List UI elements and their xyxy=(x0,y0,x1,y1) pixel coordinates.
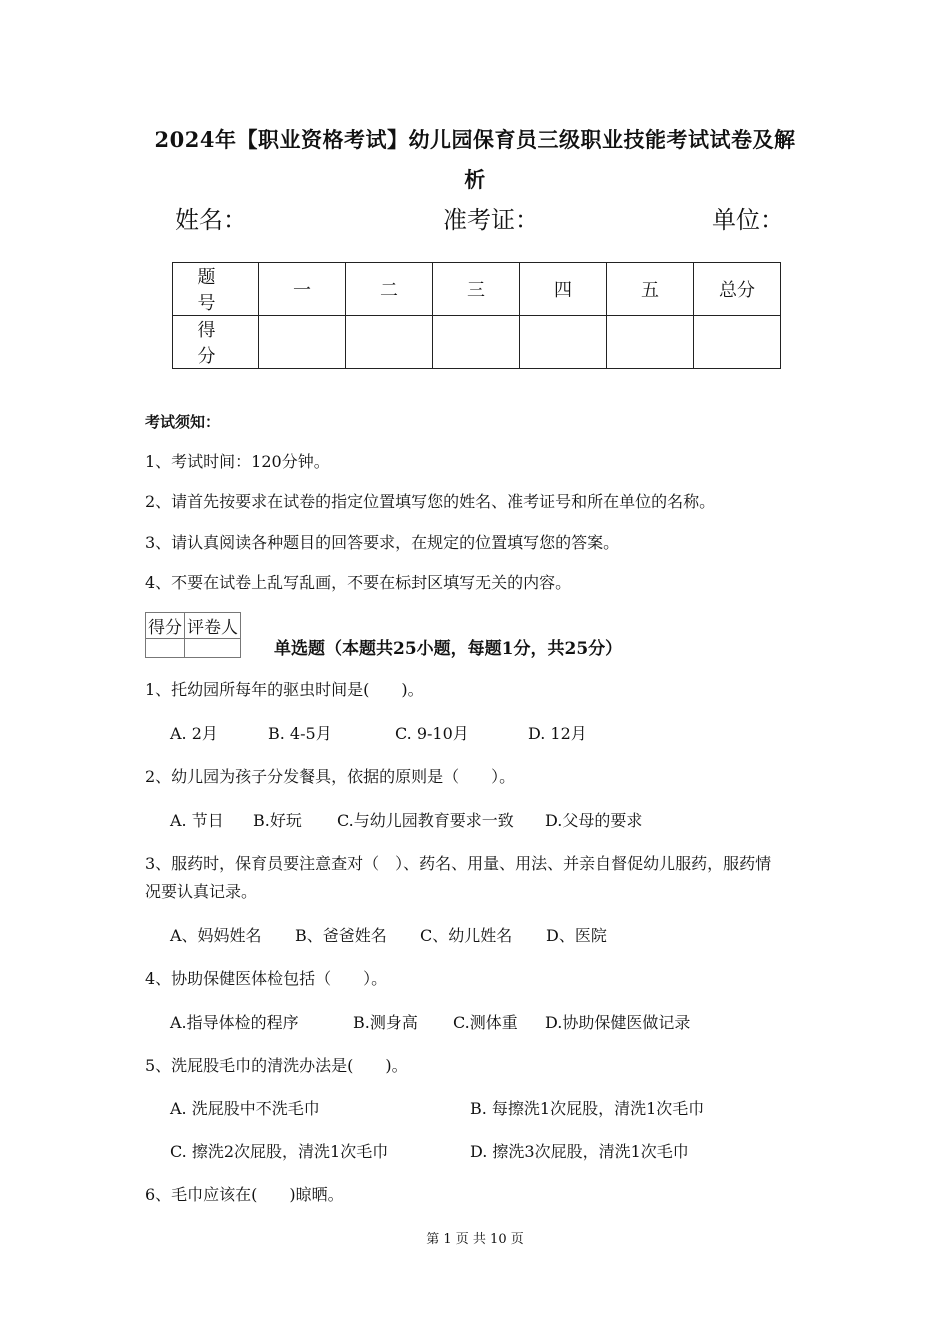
exam-id-label: 准考证： xyxy=(443,206,539,234)
score-table-cell: 四 xyxy=(520,263,607,316)
notice-item: 1、考试时间：120分钟。 xyxy=(145,452,330,471)
option-d[interactable]: D.协助保健医做记录 xyxy=(545,1013,691,1032)
option-a[interactable]: A. 2月 xyxy=(170,724,218,743)
score-cell-empty[interactable] xyxy=(346,316,433,369)
option-b[interactable]: B、爸爸姓名 xyxy=(295,926,387,945)
question-stem: 1、托幼园所每年的驱虫时间是( )。 xyxy=(145,680,424,699)
option-c[interactable]: C.测体重 xyxy=(453,1013,518,1032)
score-table xyxy=(172,262,781,369)
grader-box-empty xyxy=(146,639,185,658)
score-table-cell: 一 xyxy=(259,263,346,316)
option-d[interactable]: D. 擦洗3次屁股，清洗1次毛巾 xyxy=(470,1142,689,1161)
question-stem-continued: 况要认真记录。 xyxy=(145,882,258,901)
notice-item: 3、请认真阅读各种题目的回答要求，在规定的位置填写您的答案。 xyxy=(145,533,620,552)
title-line-2: 析 xyxy=(464,167,486,192)
section-title: 单选题（本题共25小题，每题1分，共25分） xyxy=(274,639,623,659)
option-a[interactable]: A、妈妈姓名 xyxy=(170,926,262,945)
title-line-1: 2024年【职业资格考试】幼儿园保育员三级职业技能考试试卷及解 xyxy=(154,127,796,152)
grader-box xyxy=(145,612,241,658)
question-stem: 5、洗屁股毛巾的清洗办法是( )。 xyxy=(145,1056,408,1075)
page-footer: 第 1 页 共 10 页 xyxy=(426,1232,524,1247)
score-table-cell: 题 号 xyxy=(173,263,259,316)
notice-heading: 考试须知： xyxy=(145,413,221,431)
option-a[interactable]: A. 洗屁股中不洗毛巾 xyxy=(170,1099,320,1118)
score-table-header-row xyxy=(173,263,781,316)
name-label: 姓名： xyxy=(175,206,247,234)
score-table-cell: 五 xyxy=(607,263,694,316)
grader-box-empty xyxy=(185,639,241,658)
option-d[interactable]: D、医院 xyxy=(546,926,607,945)
option-c[interactable]: C.与幼儿园教育要求一致 xyxy=(337,811,514,830)
score-cell-empty[interactable] xyxy=(607,316,694,369)
question-stem: 3、服药时，保育员要注意查对（ ）、药名、用量、用法、并亲自督促幼儿服药，服药情 xyxy=(145,854,772,873)
score-table-score-row xyxy=(173,316,781,369)
notice-item: 2、请首先按要求在试卷的指定位置填写您的姓名、准考证号和所在单位的名称。 xyxy=(145,492,716,511)
score-cell-empty[interactable] xyxy=(694,316,781,369)
question-stem: 6、毛巾应该在( )晾晒。 xyxy=(145,1185,344,1204)
score-cell-empty[interactable] xyxy=(520,316,607,369)
option-b[interactable]: B.测身高 xyxy=(353,1013,418,1032)
unit-label: 单位： xyxy=(712,206,784,234)
option-b[interactable]: B. 每擦洗1次屁股，清洗1次毛巾 xyxy=(470,1099,705,1118)
option-d[interactable]: D. 12月 xyxy=(528,724,587,743)
score-cell-empty[interactable] xyxy=(259,316,346,369)
option-c[interactable]: C. 9-10月 xyxy=(395,724,469,743)
option-a[interactable]: A. 节日 xyxy=(170,811,224,830)
question-stem: 4、协助保健医体检包括（ ）。 xyxy=(145,969,388,988)
question-stem: 2、幼儿园为孩子分发餐具，依据的原则是（ ）。 xyxy=(145,767,516,786)
option-c[interactable]: C、幼儿姓名 xyxy=(420,926,513,945)
grader-box-score-label: 得分 xyxy=(146,613,185,639)
score-table-cell: 二 xyxy=(346,263,433,316)
score-table-cell: 三 xyxy=(433,263,520,316)
option-a[interactable]: A.指导体检的程序 xyxy=(170,1013,299,1032)
score-table-cell: 得 分 xyxy=(173,316,259,369)
grader-box-grader-label: 评卷人 xyxy=(185,613,241,639)
option-b[interactable]: B.好玩 xyxy=(253,811,302,830)
option-b[interactable]: B. 4-5月 xyxy=(268,724,332,743)
score-cell-empty[interactable] xyxy=(433,316,520,369)
notice-item: 4、不要在试卷上乱写乱画，不要在标封区填写无关的内容。 xyxy=(145,573,572,592)
option-d[interactable]: D.父母的要求 xyxy=(545,811,643,830)
document-title xyxy=(130,120,820,200)
score-table-cell: 总分 xyxy=(694,263,781,316)
option-c[interactable]: C. 擦洗2次屁股，清洗1次毛巾 xyxy=(170,1142,389,1161)
